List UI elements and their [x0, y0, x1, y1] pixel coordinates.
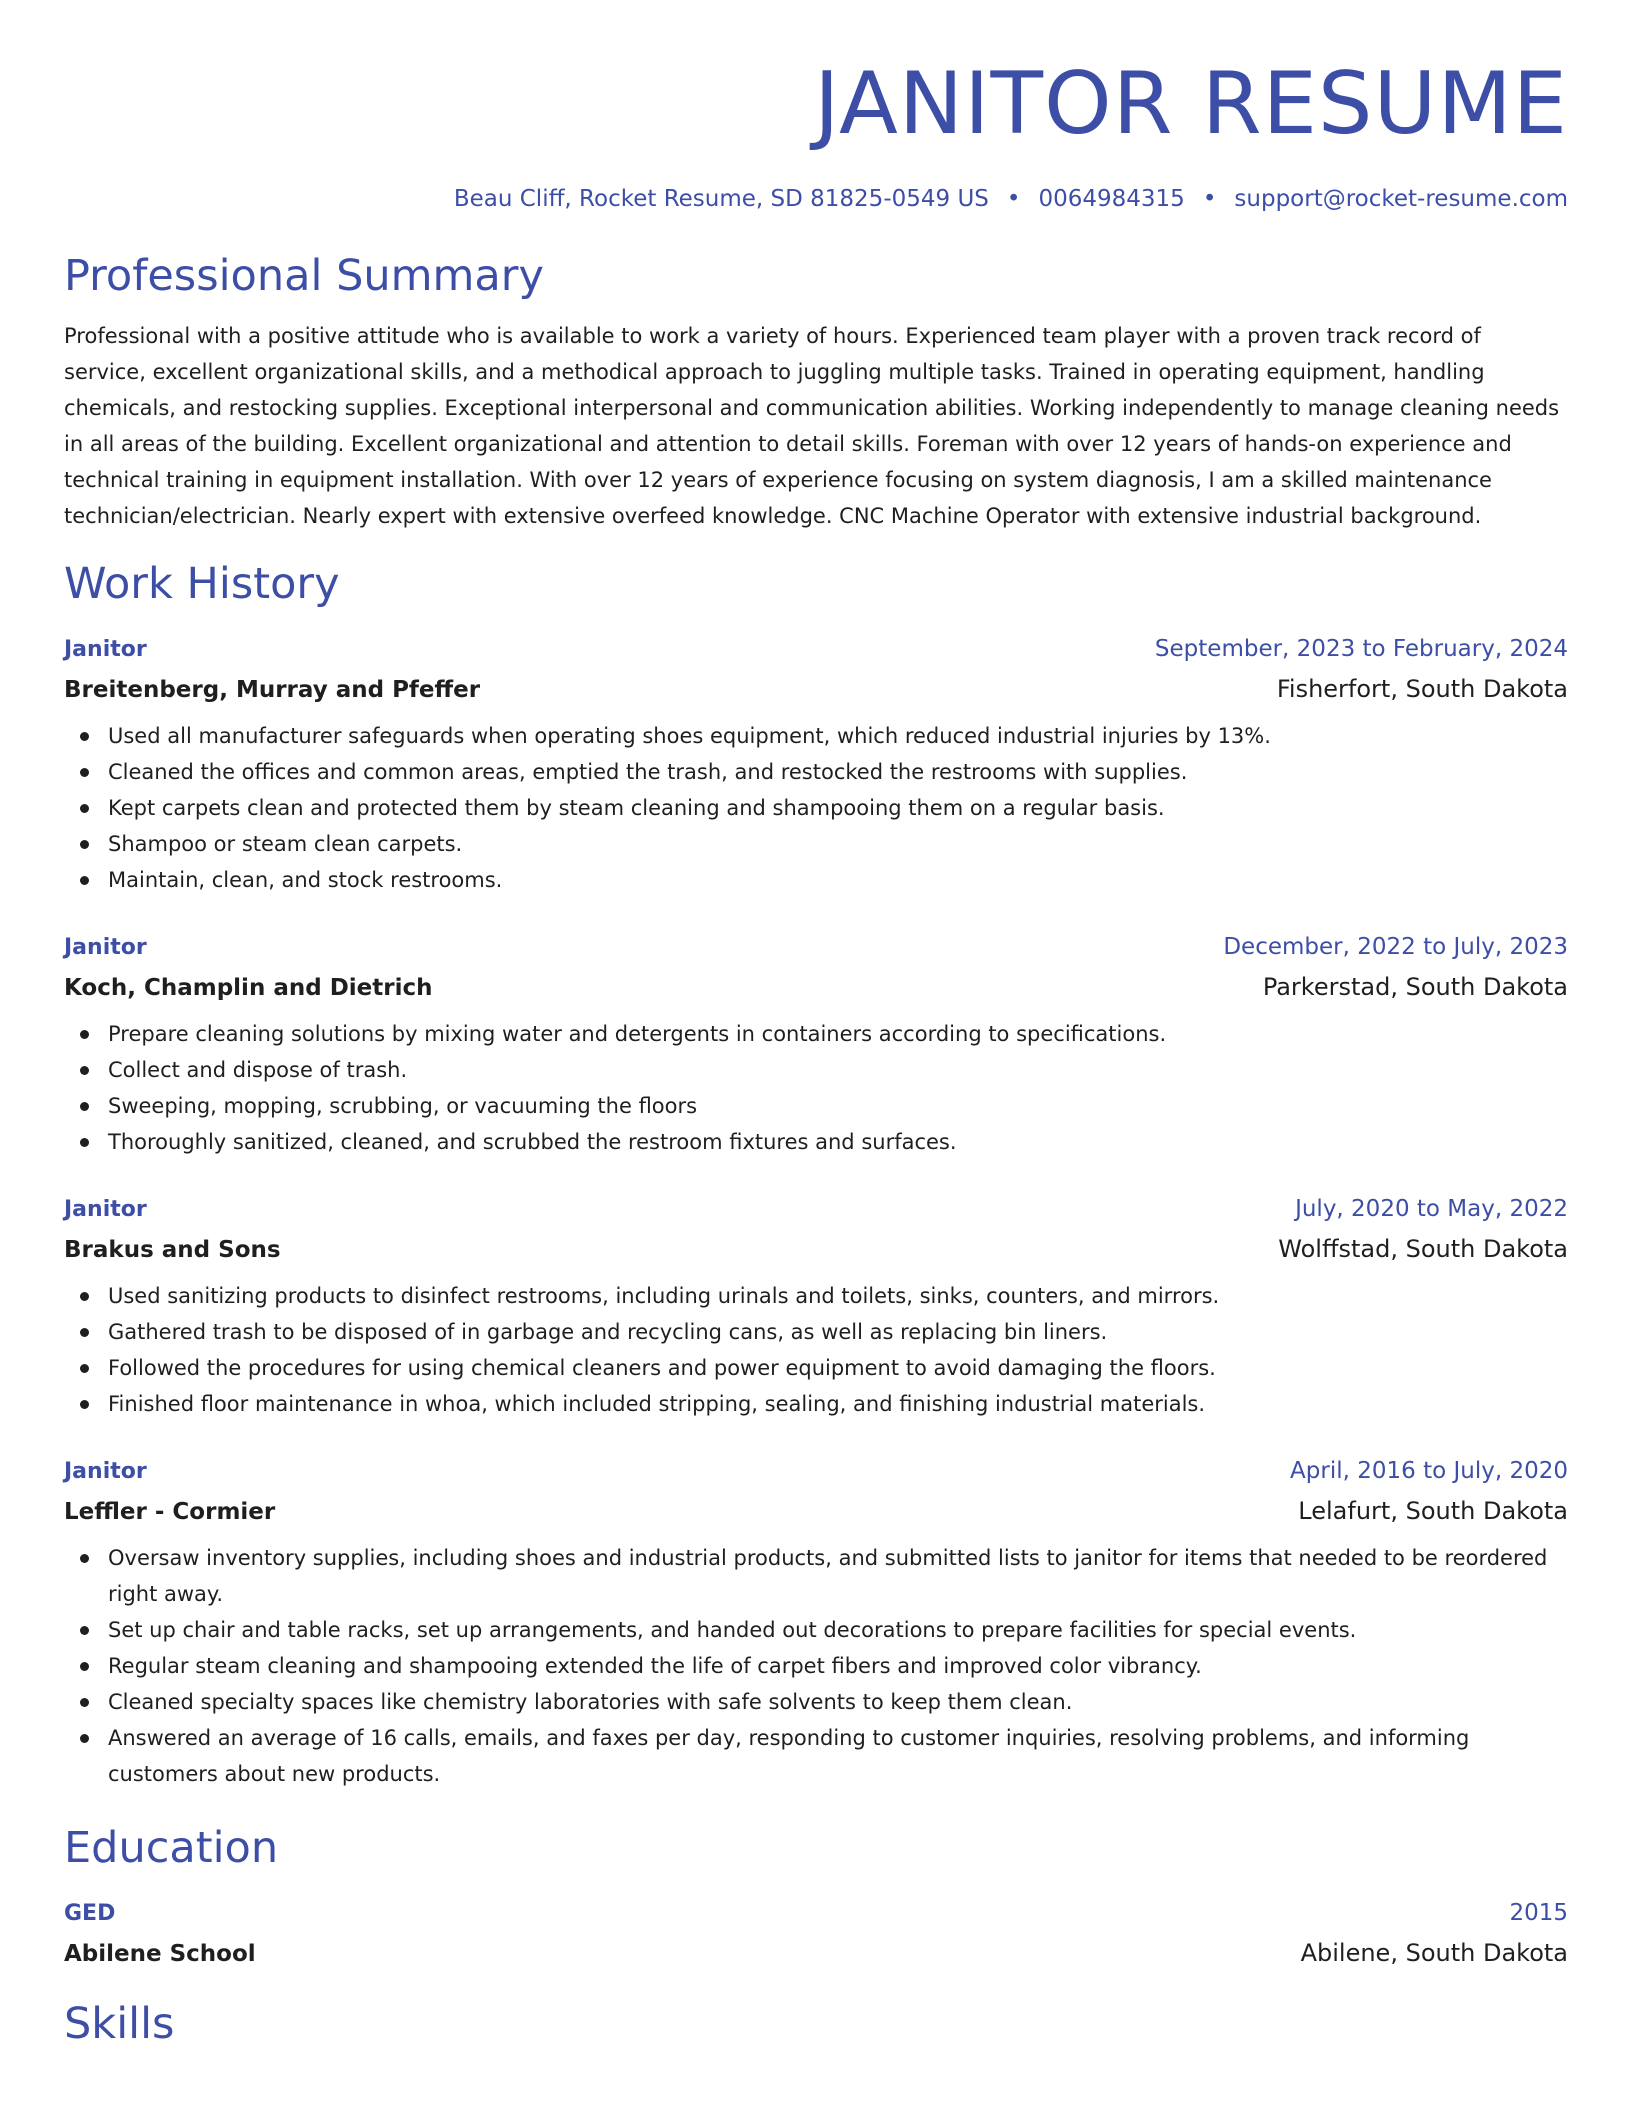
work-history-section — [64, 558, 1568, 1792]
job-company: Brakus and Sons — [64, 1237, 281, 1263]
job-bullet: Oversaw inventory supplies, including shoes and industrial products, and submitted lists to janitor for items that needed to be reordered right away. — [108, 1540, 1568, 1612]
job-bullet: Shampoo or steam clean carpets. — [108, 826, 1568, 862]
job-company: Breitenberg, Murray and Pfeffer — [64, 677, 481, 703]
job-title: Janitor — [64, 935, 147, 960]
job-dates: December, 2022 to July, 2023 — [1223, 934, 1568, 960]
contact-separator: • — [1006, 186, 1021, 212]
job-bullet: Maintain, clean, and stock restrooms. — [108, 862, 1568, 898]
job-bullet: Kept carpets clean and protected them by steam cleaning and shampooing them on a regular basis. — [108, 790, 1568, 826]
job-bullet: Prepare cleaning solutions by mixing water and detergents in containers according to specifications. — [108, 1016, 1568, 1052]
job-bullet-list — [64, 718, 1568, 898]
contact-address: Beau Cliff, Rocket Resume, SD 81825-0549 US — [453, 186, 989, 212]
job-bullet: Regular steam cleaning and shampooing extended the life of carpet fibers and improved color vibrancy. — [108, 1648, 1568, 1684]
job-dates: April, 2016 to July, 2020 — [1290, 1458, 1568, 1484]
job-bullet: Cleaned specialty spaces like chemistry laboratories with safe solvents to keep them clean. — [108, 1684, 1568, 1720]
job-company: Koch, Champlin and Dietrich — [64, 975, 433, 1001]
resume-page — [64, 0, 1568, 2050]
job-title: Janitor — [64, 1197, 147, 1222]
job-bullet-list — [64, 1278, 1568, 1422]
contact-phone[interactable]: 0064984315 — [1038, 186, 1185, 212]
job-location: Lelafurt, South Dakota — [1298, 1497, 1568, 1525]
summary-text: Professional with a positive attitude who is available to work a variety of hours. Experienced team player with a proven track record of service, excellent organizational skills, and a methodical approach to juggling multiple tasks. Trained in operating equipment, handling chemicals, and restocking supplies. Exceptional interpersonal and communication abilities. Working independently to manage cleaning needs in all areas of the building. Excellent organizational and attention to detail skills. Foreman with over 12 years of hands-on experience and technical training in equipment installation. With over 12 years of experience focusing on system diagnosis, I am a skilled maintenance technician/electrician. Nearly expert with extensive overfeed knowledge. CNC Machine Operator with extensive industrial background. — [64, 324, 1560, 528]
resume-title: JANITOR RESUME — [814, 54, 1568, 154]
job-dates: September, 2023 to February, 2024 — [1154, 636, 1568, 662]
education-school: Abilene School — [64, 1941, 256, 1967]
job-bullet: Followed the procedures for using chemical cleaners and power equipment to avoid damaging the floors. — [108, 1350, 1568, 1386]
job-title: Janitor — [64, 1459, 147, 1484]
job-location: Wolffstad, South Dakota — [1278, 1235, 1568, 1263]
job-location: Fisherfort, South Dakota — [1276, 675, 1568, 703]
job-bullet: Gathered trash to be disposed of in garbage and recycling cans, as well as replacing bin liners. — [108, 1314, 1568, 1350]
education-section — [64, 1822, 1568, 1974]
job-entry — [64, 1190, 1568, 1422]
job-location: Parkerstad, South Dakota — [1262, 973, 1568, 1001]
job-company: Leffler - Cormier — [64, 1499, 276, 1525]
job-title: Janitor — [64, 637, 147, 662]
summary-section — [64, 250, 1568, 534]
job-entry — [64, 630, 1568, 898]
education-location: Abilene, South Dakota — [1300, 1939, 1568, 1967]
job-bullet: Thoroughly sanitized, cleaned, and scrubbed the restroom fixtures and surfaces. — [108, 1124, 1568, 1160]
contact-separator: • — [1202, 186, 1217, 212]
job-bullet: Used sanitizing products to disinfect restrooms, including urinals and toilets, sinks, counters, and mirrors. — [108, 1278, 1568, 1314]
section-heading-skills: Skills — [64, 1999, 175, 2049]
education-entry — [64, 1894, 1568, 1974]
skills-section — [64, 1998, 1568, 2050]
job-bullet: Cleaned the offices and common areas, emptied the trash, and restocked the restrooms with supplies. — [108, 754, 1568, 790]
section-heading-summary: Professional Summary — [64, 251, 544, 301]
job-bullet: Answered an average of 16 calls, emails, and faxes per day, responding to customer inquiries, resolving problems, and informing customers about new products. — [108, 1720, 1568, 1792]
education-year: 2015 — [1509, 1900, 1568, 1926]
education-degree: GED — [64, 1901, 116, 1926]
job-bullet-list — [64, 1540, 1568, 1792]
section-heading-education: Education — [64, 1823, 279, 1873]
job-bullet-list — [64, 1016, 1568, 1160]
job-bullet: Sweeping, mopping, scrubbing, or vacuuming the floors — [108, 1088, 1568, 1124]
job-entry — [64, 1452, 1568, 1792]
contact-line — [64, 184, 1568, 214]
job-dates: July, 2020 to May, 2022 — [1295, 1196, 1568, 1222]
job-entry — [64, 928, 1568, 1160]
section-heading-work-history: Work History — [64, 559, 340, 609]
job-bullet: Finished floor maintenance in whoa, which included stripping, sealing, and finishing industrial materials. — [108, 1386, 1568, 1422]
job-bullet: Set up chair and table racks, set up arrangements, and handed out decorations to prepare facilities for special events. — [108, 1612, 1568, 1648]
contact-email[interactable]: support@rocket-resume.com — [1234, 186, 1568, 212]
job-bullet: Used all manufacturer safeguards when operating shoes equipment, which reduced industrial injuries by 13%. — [108, 718, 1568, 754]
job-bullet: Collect and dispose of trash. — [108, 1052, 1568, 1088]
